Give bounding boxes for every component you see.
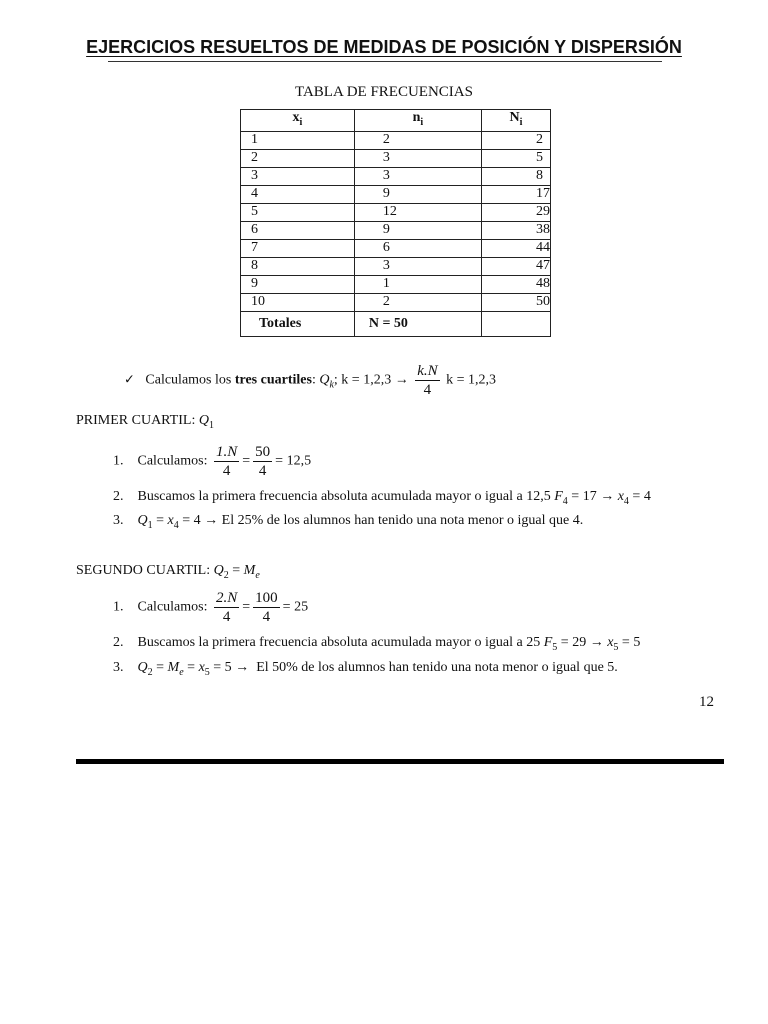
q2-step1: 1. Calculamos: $\frac{2.N}{4}$ = $\frac{100}{4}$ = 25 (113, 590, 309, 625)
table-row (241, 257, 551, 275)
title-rule (108, 61, 662, 62)
cell-xi: 2 (241, 149, 355, 167)
cell-ni: 2 (354, 131, 481, 149)
table-caption: TABLA DE FRECUENCIAS (295, 84, 473, 100)
cell-Ni: 17 (482, 185, 551, 203)
cell-Ni: 5 (482, 149, 551, 167)
cell-xi: 6 (241, 221, 355, 239)
table-row (241, 275, 551, 293)
q2-header: SEGUNDO CUARTIL: $Q_2 = M_e$ (76, 563, 260, 581)
table-row (241, 293, 551, 311)
cell-xi: 4 (241, 185, 355, 203)
intro-line: ✓ Calculamos los tres cuartiles: $Q_k$; k = 1,2,3 → $\frac{k.N}{4}$ k = 1,2,3 (124, 363, 497, 398)
cell-xi: 10 (241, 293, 355, 311)
cell-ni: 3 (354, 167, 481, 185)
cell-Ni: 47 (482, 257, 551, 275)
page-number: 12 (699, 694, 714, 710)
totals-empty (482, 311, 551, 336)
page-title: EJERCICIOS RESUELTOS DE MEDIDAS DE POSICIÓN Y DISPERSIÓN (86, 37, 682, 57)
cell-Ni: 2 (482, 131, 551, 149)
q2-step2: 2. Buscamos la primera frecuencia absoluta acumulada mayor o igual a 25 $F_5 = 29 \to x_5 = 5$ (113, 635, 641, 653)
cell-xi: 8 (241, 257, 355, 275)
table-row (241, 203, 551, 221)
q1-step3: 3. $Q_1 = x_4 = 4 \to El$ 25% de los alumnos han tenido una nota menor o igual que 4. (113, 513, 584, 531)
kn-over-4: $\frac{k.N}{4}$ (417, 363, 438, 398)
q1-step1: 1. Calculamos: $\frac{1.N}{4}$ = $\frac{50}{4}$ = 12,5 (113, 444, 312, 479)
totals-label: Totales (241, 311, 355, 336)
cell-Ni: 29 (482, 203, 551, 221)
page-divider (76, 759, 724, 764)
cell-Ni: 8 (482, 167, 551, 185)
cell-ni: 12 (354, 203, 481, 221)
header-ni: $n_i$ (354, 110, 481, 132)
cell-xi: 9 (241, 275, 355, 293)
cell-ni: 3 (354, 149, 481, 167)
cell-ni: 6 (354, 239, 481, 257)
cell-ni: 1 (354, 275, 481, 293)
cell-Ni: 38 (482, 221, 551, 239)
header-Ni: $N_i$ (482, 110, 551, 132)
cell-Ni: 50 (482, 293, 551, 311)
cell-Ni: 48 (482, 275, 551, 293)
check-icon: ✓ (124, 372, 135, 388)
table-row (241, 221, 551, 239)
q1-header: PRIMER CUARTIL: $Q_1$ (76, 413, 214, 431)
table-row (241, 131, 551, 149)
q2-step3: 3. $Q_2 = M_e = x_5 = 5 \to El$ 50% de los alumnos han tenido una nota menor o igual que 5. (113, 660, 618, 678)
table-row (241, 185, 551, 203)
cell-ni: 9 (354, 221, 481, 239)
totals-row (241, 311, 551, 336)
totals-value: N = 50 (354, 311, 481, 336)
table-row (241, 167, 551, 185)
table-header-row (241, 110, 551, 132)
cell-xi: 1 (241, 131, 355, 149)
table-row (241, 149, 551, 167)
header-xi: $x_i$ (241, 110, 355, 132)
cell-ni: 9 (354, 185, 481, 203)
cell-xi: 3 (241, 167, 355, 185)
q1-step2: 2. Buscamos la primera frecuencia absoluta acumulada mayor o igual a 12,5 $F_4 = 17 \to x_4 = 4$ (113, 489, 651, 507)
cell-xi: 7 (241, 239, 355, 257)
frequency-table (240, 109, 551, 337)
cell-ni: 2 (354, 293, 481, 311)
table-row (241, 239, 551, 257)
cell-ni: 3 (354, 257, 481, 275)
cell-Ni: 44 (482, 239, 551, 257)
cell-xi: 5 (241, 203, 355, 221)
